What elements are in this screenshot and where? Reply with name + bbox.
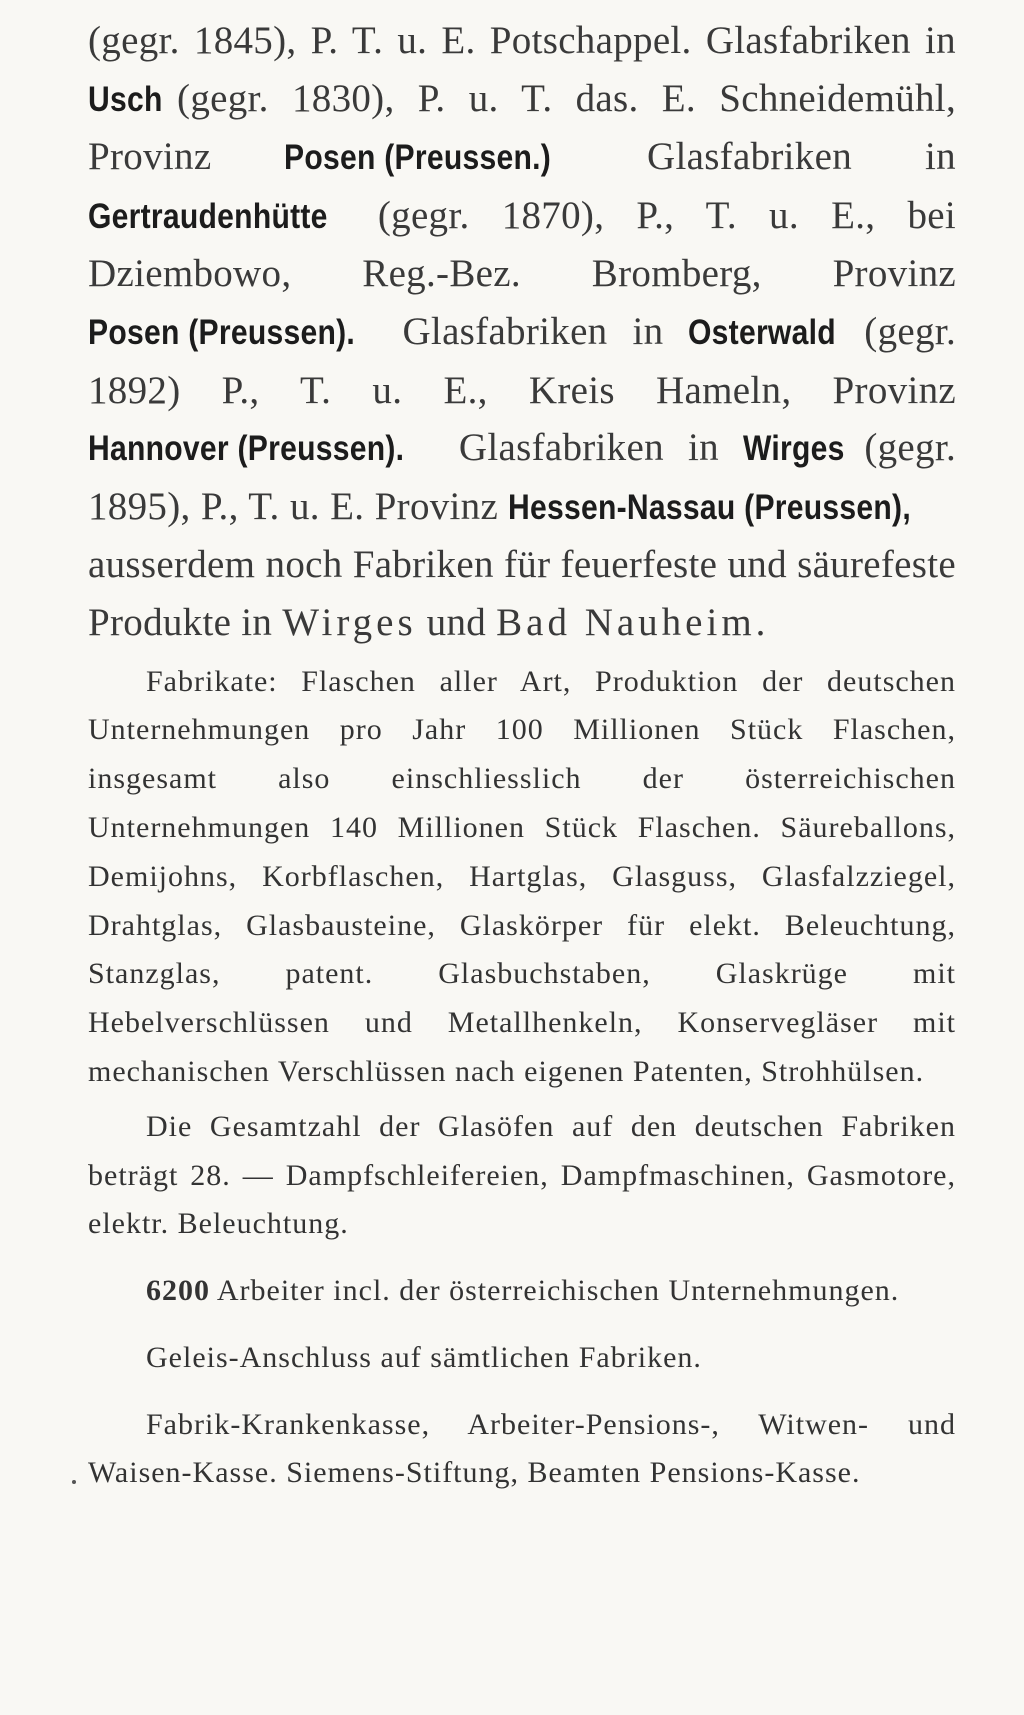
- text-segment: und: [416, 600, 497, 644]
- text-segment: (gegr. 1895), P., T. u. E. Provinz: [88, 426, 956, 528]
- place-name: Hessen-Nassau (Preussen),: [508, 487, 912, 527]
- company-locations-paragraph: [88, 12, 956, 652]
- rail-connection-paragraph: Geleis-Anschluss auf sämtlichen Fabriken.: [146, 1340, 702, 1374]
- print-speck: [72, 1480, 76, 1484]
- text-segment: ausserdem noch Fabriken für feuerfeste und säurefeste Produkte in: [88, 543, 956, 644]
- workers-paragraph: [88, 1267, 956, 1316]
- text-segment: (gegr. 1870), P., T. u. E., bei Dziembowo, Reg.-Bez. Bromberg, Provinz: [88, 193, 956, 296]
- place-name: Usch: [88, 79, 163, 119]
- text-segment: (gegr. 1892) P., T. u. E., Kreis Hameln, Provinz: [88, 309, 956, 412]
- place-name: Wirges: [743, 429, 845, 469]
- workers-text: Arbeiter incl. der österreichischen Unternehmungen.: [210, 1274, 900, 1308]
- text-segment: (gegr. 1830), P. u. T. das. E. Schneidemühl, Provinz: [88, 76, 956, 179]
- text-segment: Glasfabriken in: [573, 135, 956, 179]
- spaced-place-name: Wirges: [282, 600, 417, 644]
- place-name: Hannover (Preussen).: [88, 429, 405, 469]
- text-segment: .: [755, 600, 766, 644]
- worker-count: 6200: [146, 1274, 210, 1308]
- place-name: Osterwald: [688, 312, 837, 352]
- place-name: Gertraudenhütte: [88, 196, 328, 236]
- products-paragraph: Fabrikate: Flaschen aller Art, Produktion der deutschen Unternehmungen pro Jahr 100 Millionen Stück Flaschen, insgesamt also einschliesslich der österreichischen Unternehmungen 140 Millionen Stück Flaschen. Säureballons, Demijohns, Korbflaschen, Hartglas, Glasguss, Glasfalzziegel, Drahtglas, Glasbausteine, Glaskörper für elekt. Beleuchtung, Stanzglas, patent. Glasbuchstaben, Glaskrüge mit Hebelverschlüssen und Metallhenkeln, Konservegläser mit mechanischen Verschlüssen nach eigenen Patenten, Strohhülsen.: [88, 664, 956, 1088]
- text-segment: Glasfabriken in: [434, 426, 744, 470]
- furnaces-paragraph: Die Gesamtzahl der Glasöfen auf den deutschen Fabriken beträgt 28. — Dampfschleifereien, Dampfmaschinen, Gasmotore, elektr. Beleuchtung.: [88, 1109, 956, 1241]
- place-name: Posen (Preussen).: [88, 312, 356, 352]
- spaced-place-name: Bad Nauheim: [496, 600, 756, 644]
- place-name: Posen (Preussen.): [284, 138, 552, 178]
- text-segment: (gegr. 1845), P. T. u. E. Potschappel. Glasfabriken in: [88, 19, 956, 62]
- text-segment: Glasfabriken in: [377, 309, 689, 353]
- pension-funds-paragraph: Fabrik-Krankenkasse, Arbeiter-Pensions-, Witwen- und Waisen-Kasse. Siemens-Stiftung, Beamten Pensions-Kasse.: [88, 1407, 956, 1490]
